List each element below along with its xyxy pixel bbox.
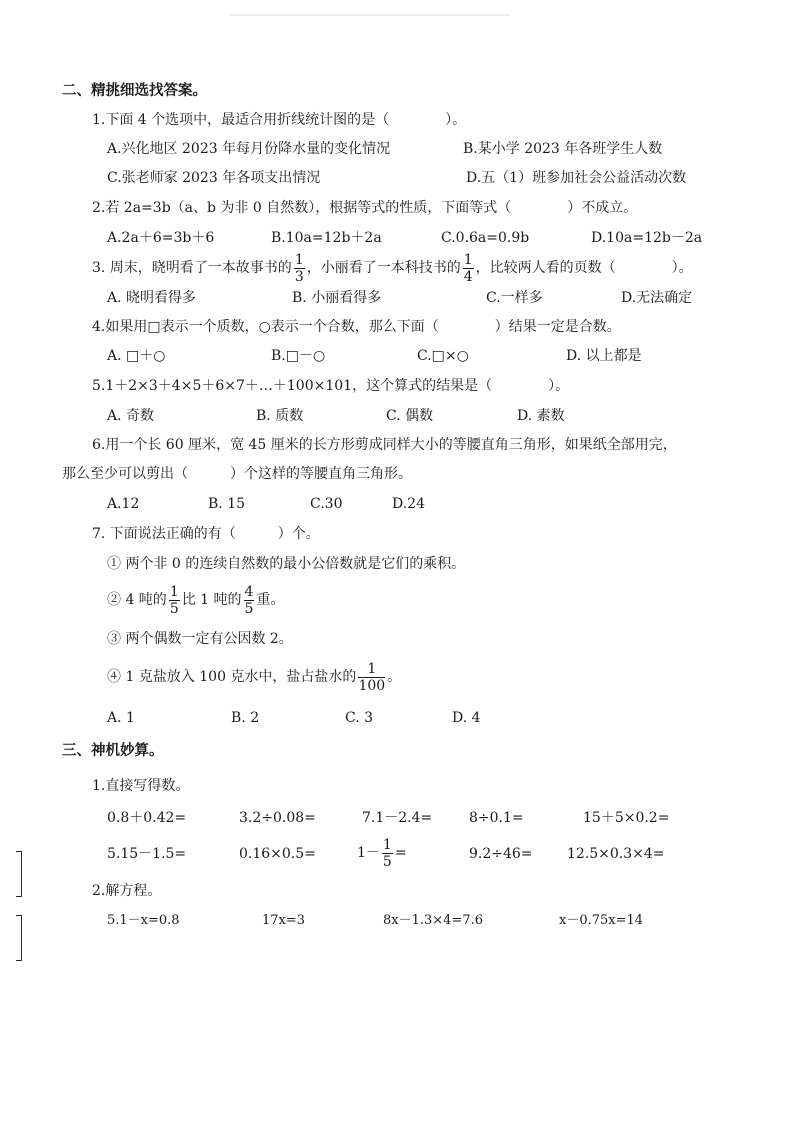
q4-option-b: B.□－○ [271, 348, 326, 364]
calc-row2-item1: 5.15－1.5= [107, 846, 187, 862]
q3-stem-part3: ，比较两人看的页数（ ）。 [475, 260, 693, 276]
calc-row2-item3-prefix: 1－ [357, 845, 380, 861]
q7-statement-2 [107, 583, 284, 617]
q7-statement-2-fraction-1 [169, 585, 180, 616]
q7-statement-2-fraction-1-numerator: 1 [169, 583, 179, 600]
section2-title: 二、精挑细选找答案。 [62, 82, 207, 99]
equation-4: x－0.75x=14 [559, 913, 644, 928]
q3-option-d: D.无法确定 [621, 290, 693, 306]
q7-statement-2-fraction-2-denominator: 5 [244, 600, 254, 617]
equation-1: 5.1－x=0.8 [107, 913, 180, 928]
q7-statement-4-fraction-numerator: 1 [358, 662, 385, 678]
direct-calc-subtitle: 1.直接写得数。 [92, 778, 190, 794]
q7-option-c: C. 3 [345, 710, 374, 726]
q6-stem-line1: 6.用一个长 60 厘米，宽 45 厘米的长方形剪成同样大小的等腰直角三角形，如果纸全部用完， [92, 437, 677, 453]
q4-option-c: C.□×○ [417, 348, 469, 364]
calc-row2-item3-fraction-numerator: 1 [382, 836, 392, 853]
q2-option-a: A.2a＋6=3b＋6 [107, 230, 215, 246]
calc-row2-item3 [357, 835, 407, 871]
q7-statement-2-fraction-2-numerator: 4 [244, 583, 254, 600]
q7-statement-2-part1: ② 4 吨的 [107, 592, 167, 608]
calc-row1-item3: 7.1－2.4= [362, 810, 433, 826]
equation-2: 17x=3 [262, 913, 306, 928]
q5-option-a: A. 奇数 [107, 408, 155, 424]
calc-row1-item4: 8÷0.1= [469, 810, 524, 826]
calc-row1-item2: 3.2÷0.08= [239, 810, 316, 826]
q6-option-d: D.24 [392, 496, 425, 512]
q7-statement-2-fraction-1-denominator: 5 [169, 600, 179, 617]
q3-fraction-2-denominator: 4 [463, 268, 473, 285]
calc-row1-item1: 0.8＋0.42= [107, 810, 187, 826]
calc-row2-item2: 0.16×0.5= [239, 846, 316, 862]
q1-stem: 1.下面 4 个选项中，最适合用折线统计图的是（ ）。 [92, 112, 467, 128]
q3-stem [92, 251, 693, 285]
q7-statement-1: ① 两个非 0 的连续自然数的最小公倍数就是它们的乘积。 [107, 556, 466, 572]
q1-option-d: D.五（1）班参加社会公益活动次数 [466, 170, 687, 186]
q5-option-c: C. 偶数 [386, 408, 434, 424]
q7-option-a: A. 1 [107, 710, 135, 726]
calc-row2-item4: 9.2÷46= [469, 846, 533, 862]
q7-statement-4-part1: ④ 1 克盐放入 100 克水中，盐占盐水的 [107, 669, 357, 685]
q3-stem-part2: ，小丽看了一本科技书的 [306, 260, 461, 276]
q7-statement-4-fraction-denominator: 100 [358, 677, 386, 694]
q3-option-c: C.一样多 [486, 290, 543, 306]
calc-row2-item5: 12.5×0.3×4= [567, 846, 665, 862]
q3-option-a: A. 晓明看得多 [107, 290, 197, 306]
q4-option-a: A. □＋○ [107, 348, 166, 364]
q7-statement-2-part3: 重。 [256, 592, 285, 608]
section3-title: 三、神机妙算。 [62, 742, 164, 759]
calc-row2-item3-suffix: = [394, 845, 407, 861]
q7-statement-4-fraction [358, 662, 385, 693]
q3-stem-part1: 3. 周末，晓明看了一本故事书的 [92, 260, 292, 276]
q6-option-b: B. 15 [208, 496, 246, 512]
q3-fraction-1-numerator: 1 [294, 251, 304, 268]
q3-fraction-1 [294, 253, 305, 284]
q6-option-a: A.12 [107, 496, 140, 512]
q7-statement-4 [107, 660, 401, 694]
q5-option-d: D. 素数 [517, 408, 565, 424]
q2-option-c: C.0.6a=0.9b [441, 230, 530, 246]
q7-statement-2-part2: 比 1 吨的 [181, 592, 242, 608]
q6-stem-line2: 那么至少可以剪出（ ）个这样的等腰直角三角形。 [62, 466, 412, 482]
calc-row2-item3-fraction [382, 838, 393, 869]
calc-row2-item3-fraction-denominator: 5 [382, 853, 392, 870]
scan-marks [230, 14, 510, 16]
equation-subtitle: 2.解方程。 [92, 883, 162, 899]
binding-bracket-lower [16, 915, 22, 961]
q6-option-c: C.30 [310, 496, 343, 512]
q1-option-b: B.某小学 2023 年各班学生人数 [463, 141, 663, 157]
q3-fraction-2-numerator: 1 [463, 251, 473, 268]
q2-stem: 2.若 2a=3b（a、b 为非 0 自然数），根据等式的性质，下面等式（ ）不成立。 [92, 200, 638, 216]
q7-option-b: B. 2 [231, 710, 260, 726]
q7-statement-4-part2: 。 [387, 669, 402, 685]
q5-stem: 5.1＋2×3＋4×5＋6×7＋…＋100×101，这个算式的结果是（ ）。 [92, 378, 570, 394]
q3-option-b: B. 小丽看得多 [292, 290, 382, 306]
q4-stem: 4.如果用□表示一个质数，○表示一个合数，那么下面（ ）结果一定是合数。 [92, 319, 621, 335]
q1-option-a: A.兴化地区 2023 年每月份降水量的变化情况 [107, 141, 391, 157]
q7-statement-3: ③ 两个偶数一定有公因数 2。 [107, 631, 293, 647]
q2-option-b: B.10a=12b＋2a [271, 230, 382, 246]
q7-statement-2-fraction-2 [244, 585, 255, 616]
q7-option-d: D. 4 [452, 710, 481, 726]
q5-option-b: B. 质数 [256, 408, 304, 424]
q3-fraction-1-denominator: 3 [294, 268, 304, 285]
equation-3: 8x－1.3×4=7.6 [383, 913, 484, 928]
q2-option-d: D.10a=12b－2a [591, 230, 703, 246]
q3-fraction-2 [463, 253, 474, 284]
q7-stem: 7. 下面说法正确的有（ ）个。 [92, 526, 320, 542]
q4-option-d: D. 以上都是 [566, 348, 642, 364]
binding-bracket-upper [16, 851, 22, 897]
q1-option-c: C.张老师家 2023 年各项支出情况 [107, 170, 321, 186]
calc-row1-item5: 15＋5×0.2= [583, 810, 670, 826]
